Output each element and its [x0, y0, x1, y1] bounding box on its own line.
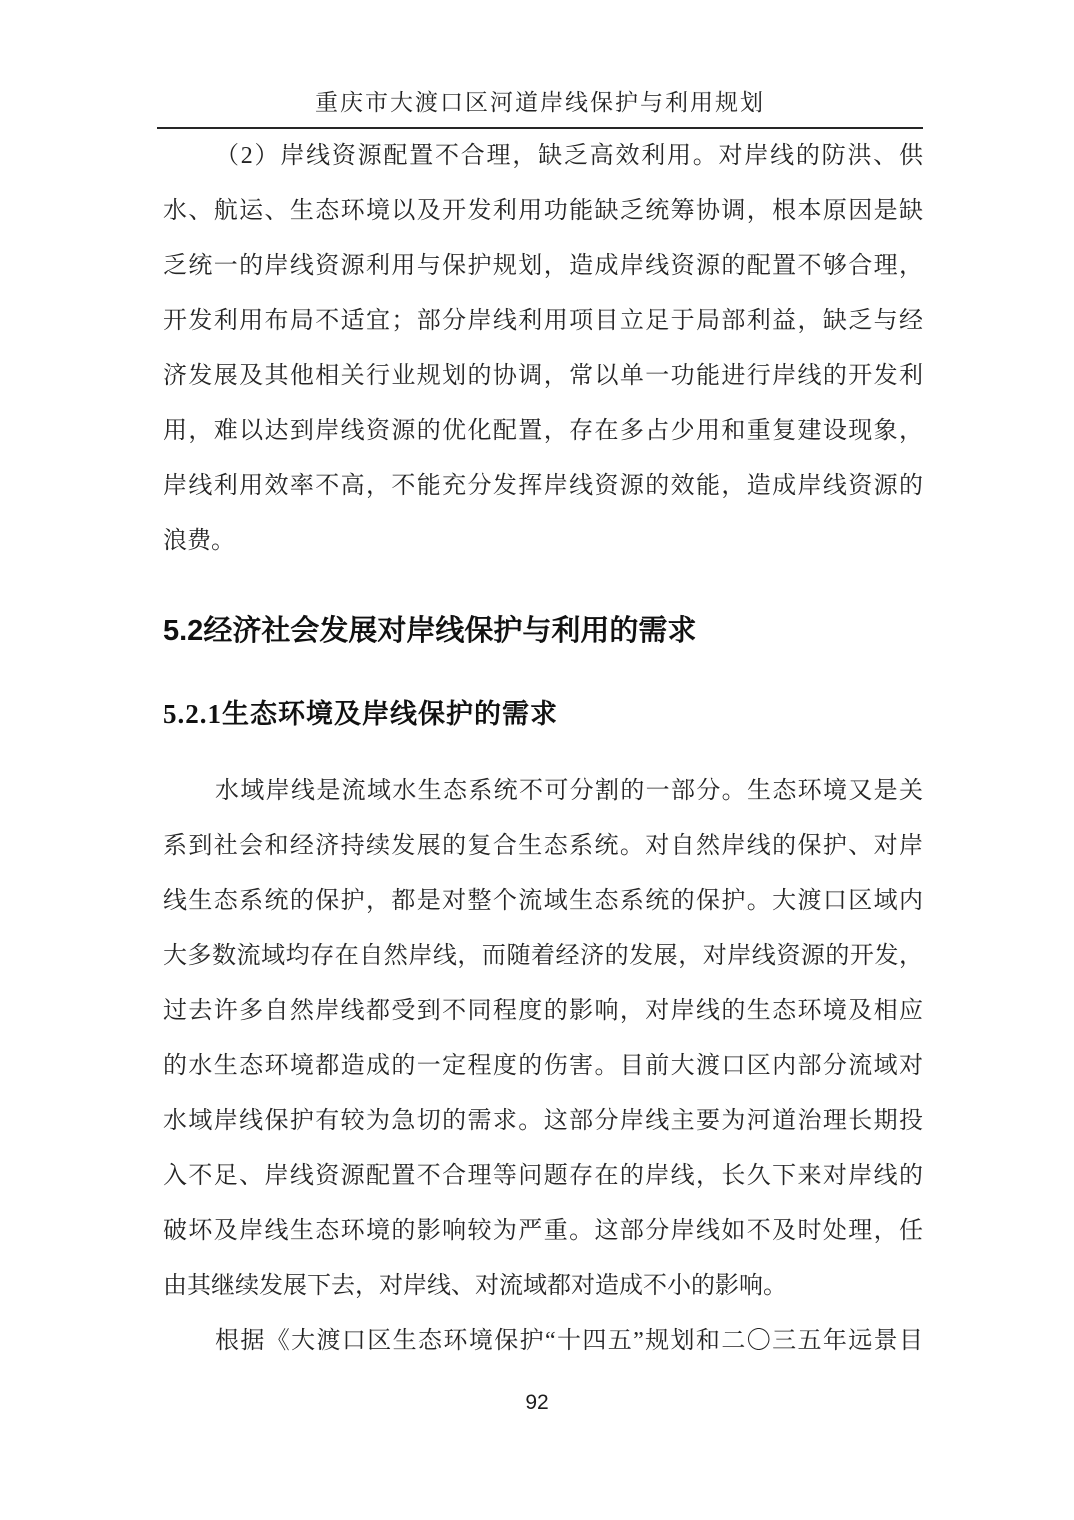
page-body: [163, 129, 923, 1369]
text-line: 济发展及其他相关行业规划的协调，常以单一功能进行岸线的开发利: [163, 363, 923, 389]
subsection-heading-5-2-1: 5.2.1生态环境及岸线保护的需求: [163, 699, 558, 729]
text-line: 根据《大渡口区生态环境保护“十四五”规划和二〇三五年远景目: [215, 1328, 923, 1354]
paragraph-shoreline-allocation: [163, 129, 923, 569]
text-line: 的水生态环境都造成的一定程度的伤害。目前大渡口区内部分流域对: [163, 1053, 923, 1079]
paragraph-ecosystem-protection: [163, 764, 923, 1314]
paragraph-plan-reference: [163, 1314, 923, 1369]
text-line: 浪费。: [163, 528, 235, 554]
text-line: 水、航运、生态环境以及开发利用功能缺乏统筹协调，根本原因是缺: [163, 198, 923, 224]
text-line: 入不足、岸线资源配置不合理等问题存在的岸线，长久下来对岸线的: [163, 1163, 923, 1189]
text-line: 水域岸线保护有较为急切的需求。这部分岸线主要为河道治理长期投: [163, 1108, 923, 1134]
text-line: 系到社会和经济持续发展的复合生态系统。对自然岸线的保护、对岸: [163, 833, 923, 859]
text-line: 水域岸线是流域水生态系统不可分割的一部分。生态环境又是关: [215, 778, 923, 804]
text-line: （2）岸线资源配置不合理，缺乏高效利用。对岸线的防洪、供: [215, 143, 923, 169]
text-line: 用，难以达到岸线资源的优化配置，存在多占少用和重复建设现象，: [163, 418, 923, 444]
text-line: 过去许多自然岸线都受到不同程度的影响，对岸线的生态环境及相应: [163, 998, 923, 1024]
text-line: 大多数流域均存在自然岸线，而随着经济的发展，对岸线资源的开发，: [163, 943, 923, 969]
text-line: 破坏及岸线生态环境的影响较为严重。这部分岸线如不及时处理，任: [163, 1218, 923, 1244]
page-header: [157, 0, 923, 129]
text-line: 开发利用布局不适宜；部分岸线利用项目立足于局部利益，缺乏与经: [163, 308, 923, 334]
text-line: 乏统一的岸线资源利用与保护规划，造成岸线资源的配置不够合理，: [163, 253, 923, 279]
text-line: 岸线利用效率不高，不能充分发挥岸线资源的效能，造成岸线资源的: [163, 473, 923, 499]
section-heading-5-2: 5.2经济社会发展对岸线保护与利用的需求: [163, 615, 697, 647]
page-number: 92: [525, 1391, 549, 1414]
text-line: 线生态系统的保护，都是对整个流域生态系统的保护。大渡口区域内: [163, 888, 923, 914]
text-line: 由其继续发展下去，对岸线、对流域都对造成不小的影响。: [163, 1273, 787, 1299]
header-title: 重庆市大渡口区河道岸线保护与利用规划: [315, 90, 765, 115]
